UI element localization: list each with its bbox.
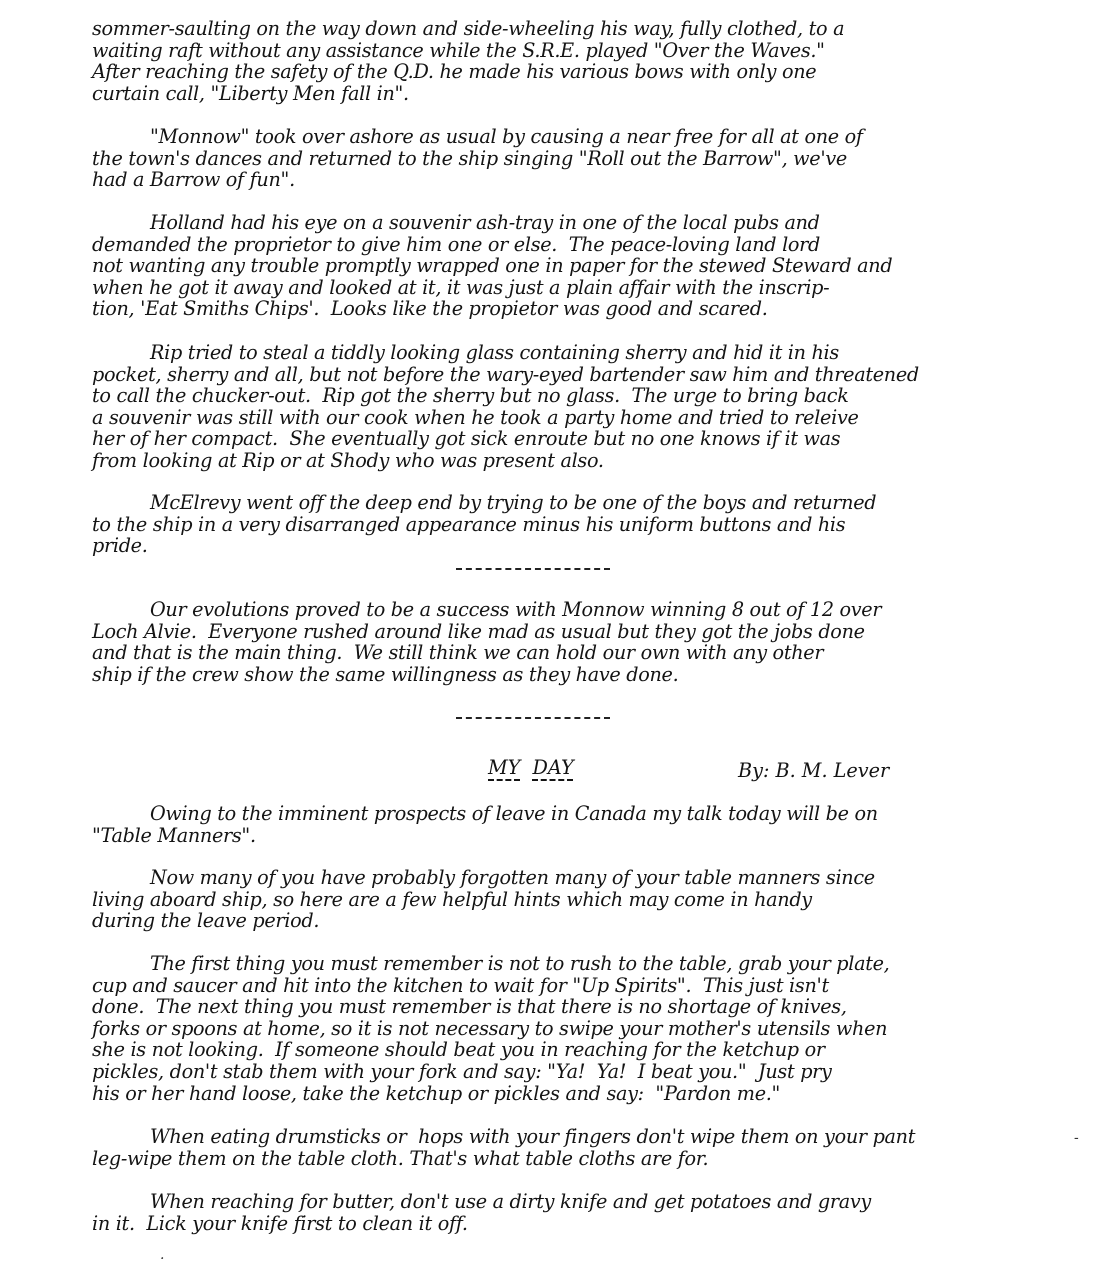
text-line: pocket, sherry and all, but not before the wary-eyed bartender saw him and threatened (92, 362, 919, 386)
text-line: Now many of you have probably forgotten many of your table manners since (92, 866, 875, 889)
text-line: ship if the crew show the same willingness as they have done. (92, 662, 679, 686)
text-line: when he got it away and looked at it, it was just a plain affair with the inscrip- (92, 275, 830, 299)
author-byline: By: B. M. Lever (738, 759, 890, 782)
text-line: done. The next thing you must remember is that there is no shortage of knives, (92, 995, 847, 1019)
text-line: When reaching for butter, don't use a dirty knife and get potatoes and gravy (92, 1190, 871, 1213)
text-line: forks or spoons at home, so it is not necessary to swipe your mother's utensils when (92, 1016, 888, 1040)
section-divider (456, 568, 610, 570)
text-line: and that is the main thing. We still think we can hold our own with any other (92, 641, 824, 665)
text-line: "Monnow" took over ashore as usual by causing a near free for all at one of (92, 125, 863, 148)
text-line: Loch Alvie. Everyone rushed around like mad as usual but they got the jobs done (92, 619, 865, 643)
text-line: to call the chucker-out. Rip got the sherry but no glass. The urge to bring back (92, 384, 849, 408)
text-line: a souvenir was still with our cook when he took a party home and tried to releive (92, 405, 859, 429)
paragraph-first-thing (92, 953, 889, 1104)
heading-word: MY (488, 756, 521, 779)
text-line: in it. Lick your knife first to clean it off. (92, 1211, 468, 1235)
stray-mark: - (1074, 1130, 1079, 1146)
text-line: "Table Manners". (92, 823, 256, 847)
paragraph-mcelrevy (92, 492, 876, 557)
text-line: not wanting any trouble promptly wrapped one in paper for the stewed Steward and (92, 254, 893, 278)
paragraph-monnow (92, 126, 863, 191)
text-line: pride. (92, 534, 148, 558)
paragraph-butter (92, 1191, 871, 1234)
section-divider (456, 717, 610, 719)
paragraph-raft (92, 18, 844, 104)
paragraph-holland (92, 212, 892, 320)
text-line: pickles, don't stab them with your fork and say: "Ya! Ya! I beat you." Just pry (92, 1059, 832, 1083)
text-line: cup and saucer and hit into the kitchen to wait for "Up Spirits". This just isn't (92, 973, 829, 997)
stray-mark: . (160, 1247, 165, 1263)
text-line: Owing to the imminent prospects of leave in Canada my talk today will be on (92, 802, 878, 825)
text-line: waiting raft without any assistance while the S.R.E. played "Over the Waves." (92, 38, 825, 62)
text-line: McElrevy went off the deep end by trying to be one of the boys and returned (92, 491, 877, 514)
text-line: curtain call, "Liberty Men fall in". (92, 81, 409, 105)
text-line: the town's dances and returned to the ship singing "Roll out the Barrow", we've (92, 146, 847, 170)
text-line: during the leave period. (92, 909, 320, 933)
text-line: to the ship in a very disarranged appearance minus his uniform buttons and his (92, 512, 846, 536)
heading-word: DAY (532, 756, 574, 779)
paragraph-now-many (92, 867, 875, 932)
text-line: When eating drumsticks or hops with your fingers don't wipe them on your pant (92, 1125, 916, 1148)
paragraph-drumsticks (92, 1126, 915, 1169)
paragraph-rip (92, 342, 919, 472)
text-line: his or her hand loose, take the ketchup or pickles and say: "Pardon me." (92, 1081, 781, 1105)
text-line: Our evolutions proved to be a success with Monnow winning 8 out of 12 over (92, 598, 882, 621)
text-line: demanded the proprietor to give him one or else. The peace-loving land lord (92, 232, 821, 256)
text-line: from looking at Rip or at Shody who was present also. (92, 448, 604, 472)
text-line: sommer-saulting on the way down and side-wheeling his way, fully clothed, to a (92, 17, 845, 40)
text-line: Rip tried to steal a tiddly looking glass containing sherry and hid it in his (92, 341, 839, 364)
text-line: leg-wipe them on the table cloth. That's what table cloths are for. (92, 1146, 709, 1170)
article-heading (488, 757, 574, 779)
paragraph-evolutions (92, 599, 881, 685)
paragraph-owing (92, 803, 878, 846)
text-line: After reaching the safety of the Q.D. he made his various bows with only one (92, 60, 817, 84)
text-line: she is not looking. If someone should beat you in reaching for the ketchup or (92, 1038, 825, 1062)
text-line: her of her compact. She eventually got sick enroute but no one knows if it was (92, 427, 841, 451)
text-line: tion, 'Eat Smiths Chips'. Looks like the propietor was good and scared. (92, 297, 768, 321)
text-line: had a Barrow of fun". (92, 168, 295, 192)
text-line: living aboard ship, so here are a few helpful hints which may come in handy (92, 887, 812, 911)
text-line: The first thing you must remember is not to rush to the table, grab your plate, (92, 952, 890, 975)
text-line: Holland had his eye on a souvenir ash-tray in one of the local pubs and (92, 211, 820, 234)
